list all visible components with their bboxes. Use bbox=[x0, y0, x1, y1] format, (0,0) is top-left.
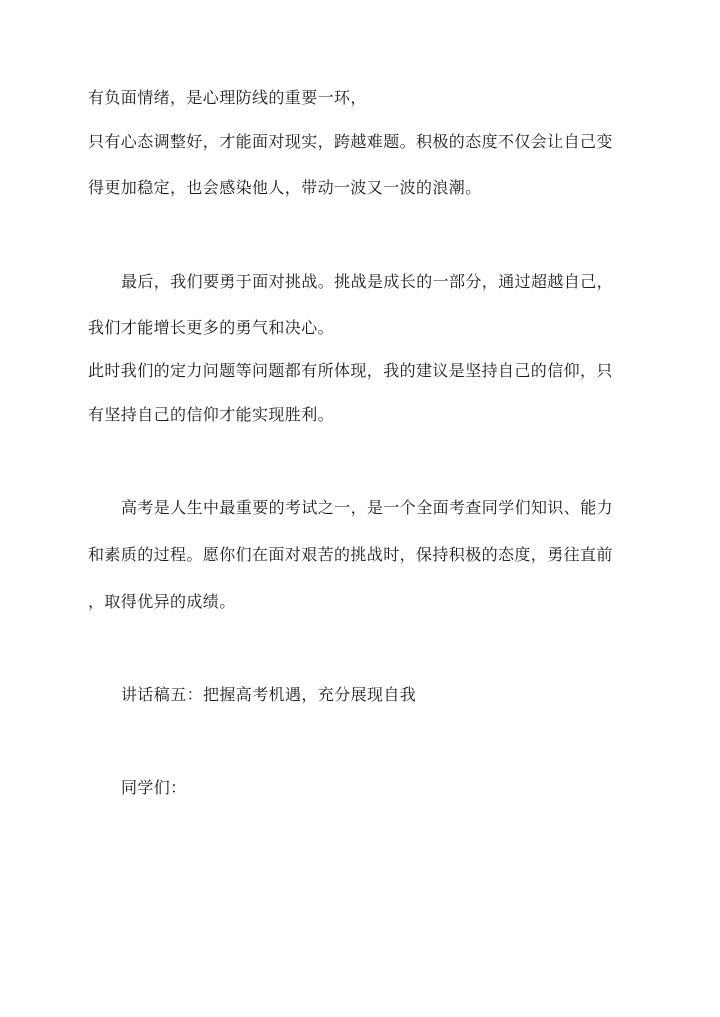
paragraph-line: 和素质的过程。愿你们在面对艰苦的挑战时，保持积极的态度，勇往直前 bbox=[88, 545, 613, 564]
paragraph-line: 此时我们的定力问题等问题都有所体现，我的建议是坚持自己的信仰，只 bbox=[88, 361, 613, 380]
paragraph-line: 有坚持自己的信仰才能实现胜利。 bbox=[88, 405, 335, 424]
paragraph-line: ，取得优异的成绩。 bbox=[88, 592, 236, 611]
paragraph-line: 最后，我们要勇于面对挑战。挑战是成长的一部分，通过超越自己， bbox=[121, 272, 614, 291]
section-heading: 讲话稿五：把握高考机遇，充分展现自我 bbox=[121, 685, 417, 704]
salutation: 同学们： bbox=[121, 778, 187, 797]
paragraph-line: 只有心态调整好，才能面对现实，跨越难题。积极的态度不仅会让自己变 bbox=[88, 132, 613, 151]
paragraph-line: 我们才能增长更多的勇气和决心。 bbox=[88, 318, 335, 337]
paragraph-line: 高考是人生中最重要的考试之一，是一个全面考查同学们知识、能力 bbox=[121, 498, 614, 517]
paragraph-line: 得更加稳定，也会感染他人，带动一波又一波的浪潮。 bbox=[88, 178, 482, 197]
paragraph-line: 有负面情绪，是心理防线的重要一环， bbox=[88, 88, 367, 107]
